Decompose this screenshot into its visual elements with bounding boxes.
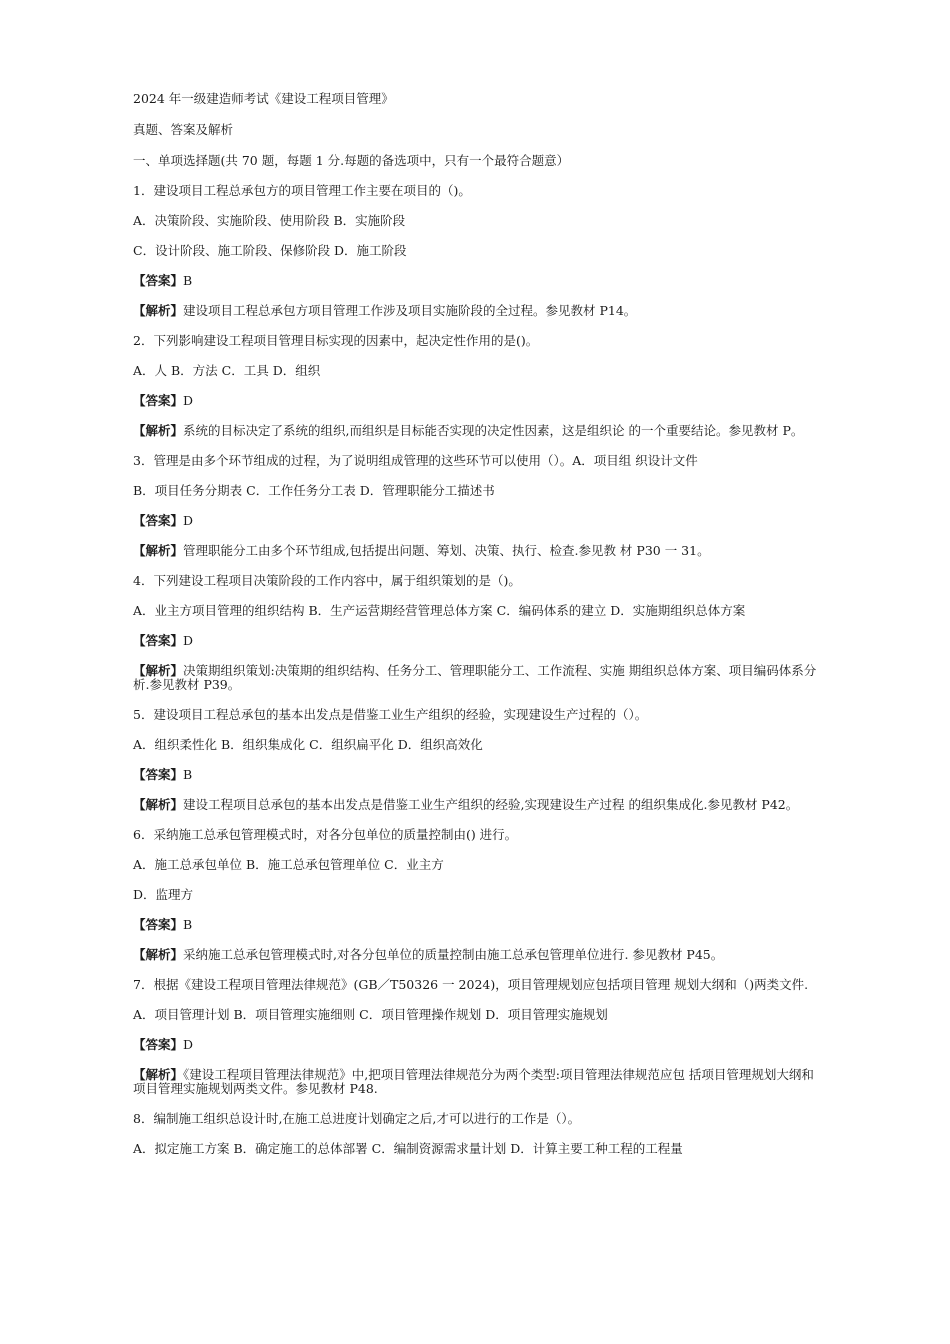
analysis-line [133,1068,823,1096]
question-options: A．拟定施工方案 B．确定施工的总体部署 C．编制资源需求量计划 D．计算主要工种工程的工程量 [133,1141,683,1156]
section-heading: 一、单项选择题(共 70 题，每题 1 分.每题的备选项中，只有一个最符合题意） [133,153,570,168]
analysis-text: 管理职能分工由多个环节组成,包括提出问题、筹划、决策、执行、检查.参见教 材 P30 一 31。 [183,543,710,558]
answer-tag: 【答案】 [133,273,184,288]
question-options: A．人 B．方法 C．工具 D．组织 [133,363,321,378]
analysis-line [133,304,823,318]
analysis-line [133,798,823,812]
question-options: A．决策阶段、实施阶段、使用阶段 B．实施阶段 [133,213,406,228]
question-options: A．组织柔性化 B．组织集成化 C．组织扁平化 D．组织高效化 [133,737,483,752]
answer-value: B [183,767,193,782]
answer-value: D [183,633,194,648]
answer-value: B [183,273,193,288]
analysis-text: 建设工程项目总承包的基本出发点是借鉴工业生产组织的经验,实现建设生产过程 的组织集成化.参见教材 P42。 [183,797,799,812]
question-options: D．监理方 [133,887,194,902]
doc-subtitle: 真题、答案及解析 [133,122,234,137]
answer-tag: 【答案】 [133,1037,184,1052]
answer-value: D [183,393,194,408]
answer-line [133,918,823,932]
question-stem: 2．下列影响建设工程项目管理目标实现的因素中，起决定性作用的是()。 [133,333,539,348]
document-page [133,92,823,1172]
answer-line [133,394,823,408]
question-stem: 7．根据《建设工程项目管理法律规范》(GB／T50326 一 2024)，项目管理规划应包括项目管理 规划大纲和（)两类文件. [133,977,809,992]
analysis-tag: 【解析】 [133,543,184,558]
answer-tag: 【答案】 [133,633,184,648]
analysis-text: 《建设工程项目管理法律规范》中,把项目管理法律规范分为两个类型:项目管理法律规范应包 括项目管理规划大纲和项目管理实施规划两类文件。参见教材 P48. [133,1067,814,1096]
question-stem: 8．编制施工组织总设计时,在施工总进度计划确定之后,才可以进行的工作是（）。 [133,1111,581,1126]
answer-value: D [183,513,194,528]
analysis-line [133,544,823,558]
answer-line [133,768,823,782]
analysis-text: 系统的目标决定了系统的组织,而组织是目标能否实现的决定性因素，这是组织论 的一个重要结论。参见教材 P。 [183,423,804,438]
question-options: B．项目任务分期表 C．工作任务分工表 D．管理职能分工描述书 [133,483,495,498]
analysis-line [133,948,823,962]
answer-tag: 【答案】 [133,513,184,528]
doc-title: 2024 年一级建造师考试《建设工程项目管理》 [133,91,394,106]
question-stem: 1．建设项目工程总承包方的项目管理工作主要在项目的（)。 [133,183,471,198]
answer-line [133,634,823,648]
question-options: A．业主方项目管理的组织结构 B．生产运营期经营管理总体方案 C．编码体系的建立 D．实施期组织总体方案 [133,603,746,618]
question-stem: 5．建设项目工程总承包的基本出发点是借鉴工业生产组织的经验，实现建设生产过程的（）。 [133,707,648,722]
question-stem: 3．管理是由多个环节组成的过程，为了说明组成管理的这些环节可以使用（）。A．项目组 织设计文件 [133,453,698,468]
analysis-text: 采纳施工总承包管理模式时,对各分包单位的质量控制由施工总承包管理单位进行. 参见教材 P45。 [183,947,724,962]
analysis-tag: 【解析】 [133,947,184,962]
question-options: C．设计阶段、施工阶段、保修阶段 D．施工阶段 [133,243,407,258]
analysis-text: 建设项目工程总承包方项目管理工作涉及项目实施阶段的全过程。参见教材 P14。 [183,303,637,318]
analysis-tag: 【解析】 [133,1067,184,1082]
question-options: A．项目管理计划 B．项目管理实施细则 C．项目管理操作规划 D．项目管理实施规划 [133,1007,608,1022]
analysis-text: 决策期组织策划:决策期的组织结构、任务分工、管理职能分工、工作流程、实施 期组织总体方案、项目编码体系分析.参见教材 P39。 [133,663,817,692]
answer-value: B [183,917,193,932]
question-options: A．施工总承包单位 B．施工总承包管理单位 C．业主方 [133,857,444,872]
analysis-tag: 【解析】 [133,797,184,812]
answer-value: D [183,1037,194,1052]
analysis-line [133,424,823,438]
question-stem: 6．采纳施工总承包管理模式时，对各分包单位的质量控制由() 进行。 [133,827,518,842]
answer-line [133,1038,823,1052]
question-stem: 4．下列建设工程项目决策阶段的工作内容中，属于组织策划的是（)。 [133,573,521,588]
analysis-tag: 【解析】 [133,303,184,318]
answer-tag: 【答案】 [133,917,184,932]
analysis-line [133,664,823,692]
answer-tag: 【答案】 [133,767,184,782]
answer-tag: 【答案】 [133,393,184,408]
answer-line [133,514,823,528]
answer-line [133,274,823,288]
analysis-tag: 【解析】 [133,423,184,438]
analysis-tag: 【解析】 [133,663,184,678]
